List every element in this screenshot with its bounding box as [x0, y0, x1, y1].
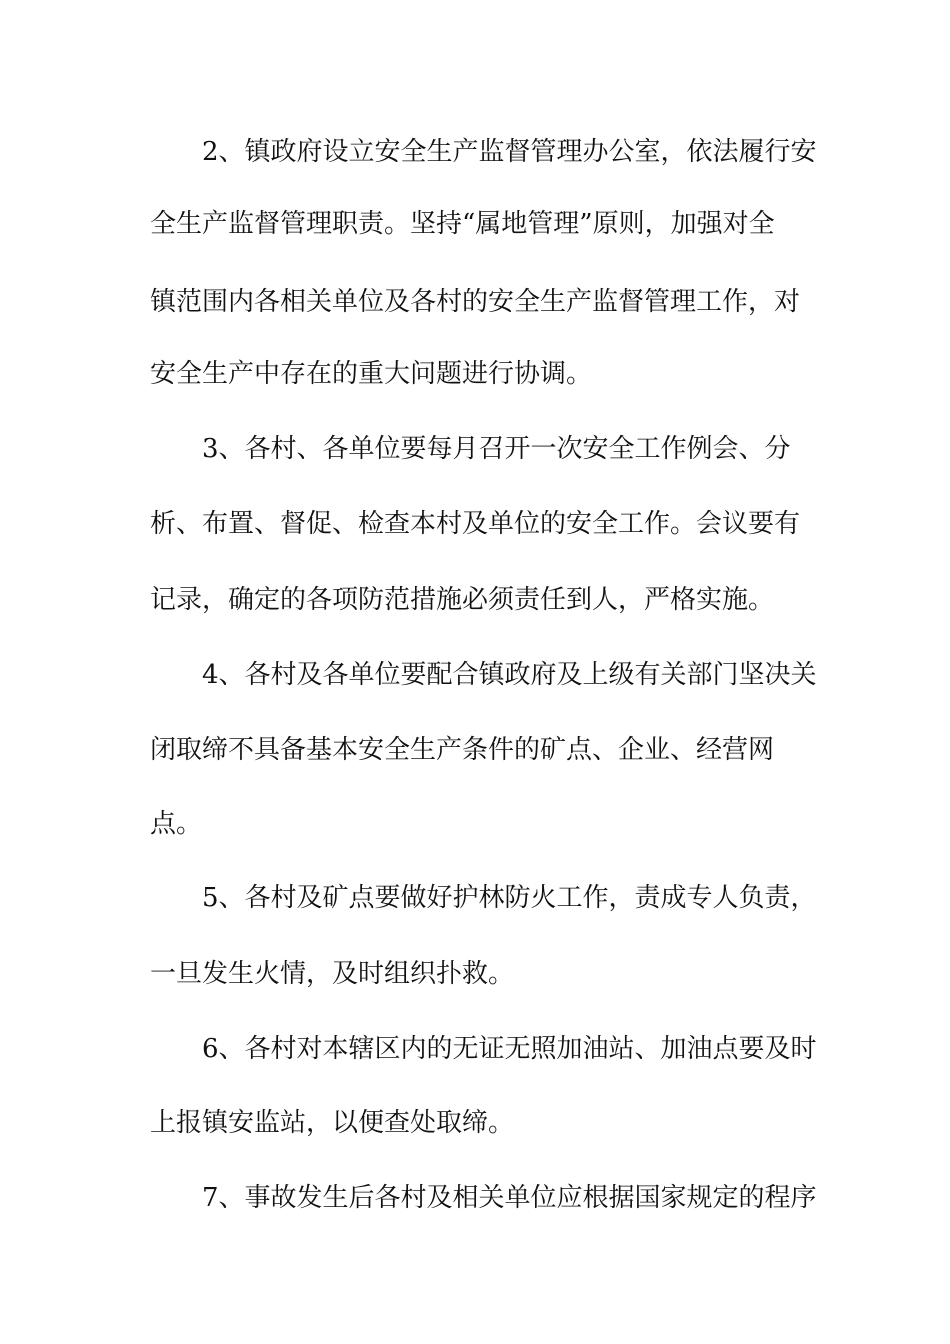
paragraph-3-line-1: 3、各村、各单位要每月召开一次安全工作例会、分 [202, 434, 791, 464]
paragraph-3-line-3: 记录，确定的各项防范措施必须责任到人，严格实施。 [150, 585, 775, 615]
paragraph-5-line-1: 5、各村及矿点要做好护林防火工作，责成专人负责， [202, 883, 817, 913]
paragraph-6-line-2: 上报镇安监站，以便查处取缔。 [150, 1108, 515, 1138]
paragraph-6-line-1: 6、各村对本辖区内的无证无照加油站、加油点要及时 [202, 1034, 817, 1064]
paragraph-4-line-3: 点。 [150, 809, 203, 839]
paragraph-2-line-3: 镇范围内各相关单位及各村的安全生产监督管理工作，对 [150, 287, 801, 317]
paragraph-4-line-1: 4、各村及各单位要配合镇政府及上级有关部门坚决关 [202, 660, 817, 690]
paragraph-7-line-1: 7、事故发生后各村及相关单位应根据国家规定的程序 [202, 1183, 817, 1213]
paragraph-5-line-2: 一旦发生火情，及时组织扑救。 [150, 959, 515, 989]
paragraph-4-line-2: 闭取缔不具备基本安全生产条件的矿点、企业、经营网 [150, 735, 775, 765]
paragraph-2-line-1: 2、镇政府设立安全生产监督管理办公室，依法履行安 [202, 137, 817, 167]
paragraph-2-line-4: 安全生产中存在的重大问题进行协调。 [150, 359, 593, 389]
paragraph-2-line-2: 全生产监督管理职责。坚持“属地管理”原则，加强对全 [150, 209, 775, 239]
paragraph-3-line-2: 析、布置、督促、检查本村及单位的安全工作。会议要有 [150, 509, 801, 539]
